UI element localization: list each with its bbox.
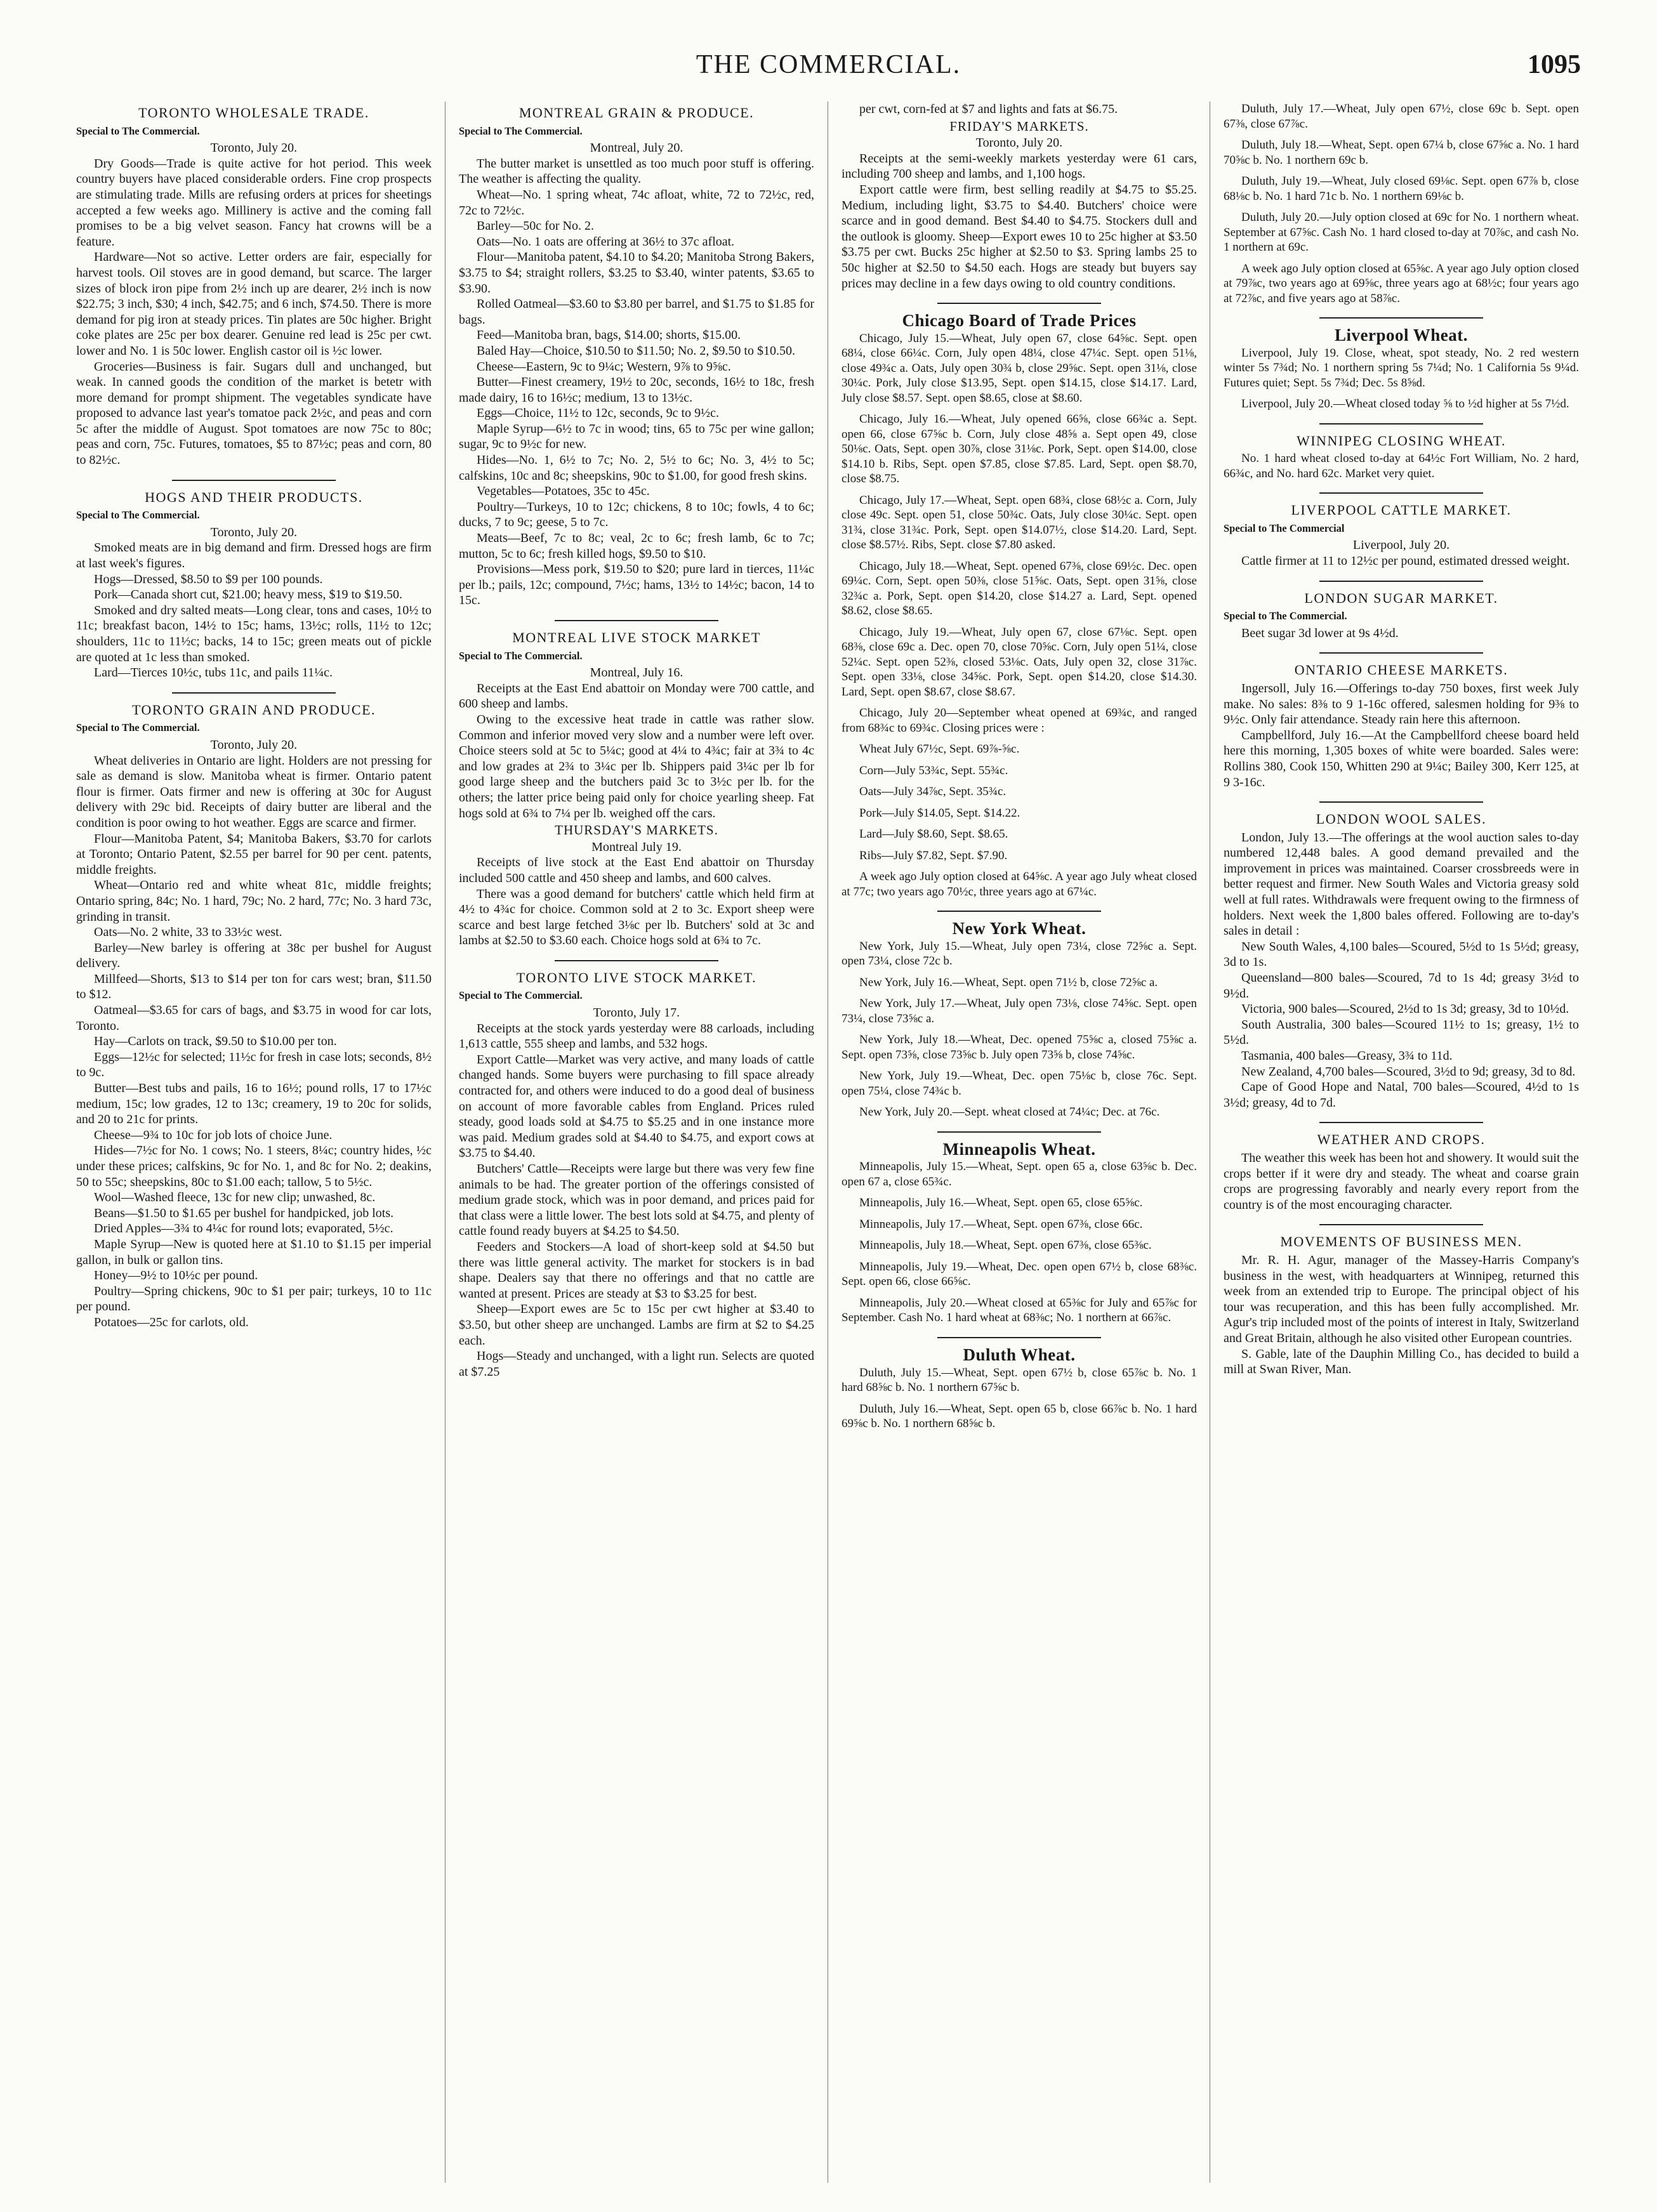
article-headline: MOVEMENTS OF BUSINESS MEN. [1280, 1234, 1522, 1250]
article-paragraph: Mr. R. H. Agur, manager of the Massey-Harris Company's business in the west, with headquarters at Winnipeg, returned this week from an extended trip to Europe. The principal object of his tour was recuperation, and this has been fully accomplished. Mr. Agur's trip included most of the points of interest in Italy, Switzerland and Great Britain, although he also visited other European countries. [1224, 1253, 1579, 1345]
article-paragraph: Poultry—Turkeys, 10 to 12c; chickens, 8 to 10c; fowls, 4 to 6c; ducks, 7 to 9c; geese, 5 to 7c. [459, 499, 814, 530]
article-paragraph: Maple Syrup—New is quoted here at $1.10 to $1.15 per imperial gallon, in bulk or gallon tins. [76, 1237, 432, 1267]
article-headline: Liverpool Wheat. [1335, 326, 1468, 345]
article-dateline: Toronto, July 20. [210, 141, 298, 155]
article-paragraph: Dry Goods—Trade is quite active for hot period. This week country buyers have placed considerable orders. Fine crop prospects are stimulating trade. Mills are refusing orders at prices for sheetings accepted a few weeks ago. Millinery is active and the coming fall promises to be a big velvet season. Fancy hat crowns will be a feature. [76, 156, 432, 249]
article-paragraph: Potatoes—25c for carlots, old. [94, 1315, 249, 1329]
article [76, 702, 432, 1331]
market-entry: Minneapolis, July 20.—Wheat closed at 65⅜c for July and 65⅞c for September. Cash No. 1 hard wheat at 68⅜c; No. 1 northern at 66⅞c. [842, 1296, 1197, 1325]
market-entry: Chicago, July 16.—Wheat, July opened 66⅝, close 66¾c a. Sept. open 66, close 67⅝c b. Corn, July close 48⅝ a. Sept open 49, close 50⅛c. Oats, Sept. open 30⅞, close 31⅛c. Pork, Sept. open $14.00, close $14.10 b. Ribs, Sept. open $7.85, close $7.85. Lard, Sept. open $8.70, close $8.75. [842, 412, 1197, 486]
article [842, 313, 1197, 899]
article-paragraph: Pork—Canada short cut, $21.00; heavy mess, $19 to $19.50. [94, 588, 403, 602]
column-4 [1224, 102, 1579, 2183]
article-headline: WINNIPEG CLOSING WHEAT. [1296, 432, 1507, 449]
market-entry: New York, July 15.—Wheat, July open 73¼, close 72⅝c a. Sept. open 73¼, close 72c b. [842, 939, 1197, 968]
market-entry: Corn—July 53¾c, Sept. 55¾c. [859, 763, 1008, 777]
article-headline: ONTARIO CHEESE MARKETS. [1294, 662, 1508, 678]
article-byline: Special to The Commercial. [459, 124, 583, 137]
article-paragraph: Poultry—Spring chickens, 90c to $1 per pair; turkeys, 10 to 11c per pound. [76, 1284, 432, 1314]
market-entry: Duluth, July 18.—Wheat, Sept. open 67¼ b, close 67⅝c a. No. 1 hard 70⅝c b. No. 1 northern 69c b. [1224, 138, 1579, 167]
article-paragraph: Maple Syrup—6½ to 7c in wood; tins, 65 to 75c per wine gallon; sugar, 9c to 9½c for new. [459, 421, 814, 452]
section-divider [937, 303, 1101, 304]
article-headline: TORONTO GRAIN AND PRODUCE. [131, 701, 376, 718]
article-headline: Chicago Board of Trade Prices [902, 311, 1137, 331]
article-headline: MONTREAL GRAIN & PRODUCE. [518, 105, 755, 121]
article-paragraph: Eggs—12½c for selected; 11½c for fresh in case lots; seconds, 8½ to 9c. [76, 1050, 432, 1080]
article-byline: Special to The Commercial. [459, 989, 583, 1002]
article [842, 1139, 1197, 1326]
article-paragraph: Owing to the excessive heat trade in cattle was rather slow. Common and inferior moved very slow and a number were left over. Choice steers sold at 5c to 5¼c; good at 4¼ to 4¾c; fair at 3¾ to 4c and low grades at 2¾ to 3¼c per lb. Shippers paid 3¼c per lb for good large sheep and the butchers paid 3c to 3½c per lb. for the others; the latter price being paid only for choice yearling sheep. Fat hogs sold at 6¾ to 7¼ per lb. weighed off the cars. [459, 712, 814, 820]
article-paragraph: Hides—7½c for No. 1 cows; No. 1 steers, 8¼c; country hides, ½c under these prices; calfskins, 9c for No. 1, and 8c for No. 2; deakins, 50 to 55c; sheepskins, 80c to $1.00 each; tallow, 5 to 5½c. [76, 1143, 432, 1189]
column-1 [76, 102, 432, 2183]
column-2 [459, 102, 814, 2183]
article-paragraph: Millfeed—Shorts, $13 to $14 per ton for cars west; bran, $11.50 to $12. [76, 971, 432, 1002]
article-byline: Special to The Commercial. [459, 649, 583, 662]
market-entry: A week ago July option closed at 64⅝c. A year ago July wheat closed at 77c; two years ago 70½c, three years ago at 67¼c. [842, 870, 1197, 899]
article-headline: LIVERPOOL CATTLE MARKET. [1291, 502, 1512, 518]
section-divider [1319, 581, 1483, 582]
section-divider [555, 620, 718, 621]
market-entry: Chicago, July 19.—Wheat, July open 67, close 67⅛c. Sept. open 68⅜, close 69c a. Dec. open 70, close 70⅝c. Corn, July open 51¼, close 52¼c. Sept. open 52⅜, closed 53⅛c. Oats, July open 32, close 31⅞c. Sept. open 33⅛, close 34⅝c. Pork, Sept. open $14.20, close $14.30. Lard, Sept. open $8.67, close $8.67. [842, 625, 1197, 699]
article [1224, 591, 1579, 642]
market-entry: Ribs—July $7.82, Sept. $7.90. [859, 848, 1008, 862]
section-divider [1319, 1224, 1483, 1225]
article-paragraph: Campbellford, July 16.—At the Campbellford cheese board held here this morning, 1,305 boxes of white were boarded. Sales were: Rollins 380, Cook 150, Whitten 290 at 9¼c; Bailey 300, Kerr 125, at 9 3-16c. [1224, 728, 1579, 789]
article [76, 105, 432, 468]
article [76, 490, 432, 681]
market-entry: Duluth, July 19.—Wheat, July closed 69⅛c. Sept. open 67⅞ b, close 68⅛c b. No. 1 hard 71c b. No. 1 northern 69⅛c b. [1224, 174, 1579, 203]
market-entry: New York, July 19.—Wheat, Dec. open 75⅛c b, close 76c. Sept. open 75¼, close 74¾c b. [842, 1069, 1197, 1098]
article-paragraph: Smoked and dry salted meats—Long clear, tons and cases, 10½ to 11c; breakfast bacon, 14½ to 15c; hams, 13½c; rolls, 11½ to 12c; shoulders, 11c to 11½c; backs, 14 to 15c; green meats out of pickle are quoted at 1c less than smoked. [76, 603, 432, 664]
section-divider [1319, 801, 1483, 803]
article-paragraph: Meats—Beef, 7c to 8c; veal, 2c to 6c; fresh lamb, 6c to 7c; mutton, 5c to 6c; fresh killed hogs, $9.50 to $10. [459, 531, 814, 561]
market-entry: Duluth, July 15.—Wheat, Sept. open 67½ b, close 65⅞c b. No. 1 hard 68⅝c b. No. 1 northern 67⅝c b. [842, 1366, 1197, 1394]
article-paragraph: Beet sugar 3d lower at 9s 4½d. [1241, 626, 1399, 640]
article-paragraph: The weather this week has been hot and showery. It would suit the crops better if it were dry and steady. The wheat and coarse grain crops are progressing favorably and nearly every report from the country is of the most encouraging character. [1224, 1150, 1579, 1212]
article-paragraph: Lard—Tierces 10½c, tubs 11c, and pails 11¼c. [94, 666, 333, 680]
article-headline: MONTREAL LIVE STOCK MARKET [512, 629, 761, 645]
article-paragraph: Sheep—Export ewes are 5c to 15c per cwt higher at $3.40 to $3.50, but other sheep are unchanged. Lambs are firm at $2 to $4.25 each. [459, 1302, 814, 1348]
article-paragraph: Barley—New barley is offering at 38c per bushel for August delivery. [76, 940, 432, 971]
article-paragraph: Wheat deliveries in Ontario are light. Holders are not pressing for sale as demand is slow. Manitoba wheat is firmer. Ontario patent flour is firmer. Oats firmer and new is offering at 30c for August delivery with 29c bid. Receipts of dairy butter are liberal and the condition is poor owing to hot weather. Eggs are scarce and firmer. [76, 753, 432, 830]
article-dateline: Toronto, July 20. [210, 737, 298, 752]
market-entry: Wheat July 67½c, Sept. 69⅞-⅝c. [859, 742, 1020, 756]
article-paragraph: Ingersoll, July 16.—Offerings to-day 750 boxes, first week July make. No sales: 8⅜ to 9 1-16c offered, salesmen holding for 9⅜ to 9½c. Only fair attendance. Steady rain here this afternoon. [1224, 681, 1579, 727]
article-paragraph: Barley—50c for No. 2. [477, 219, 594, 234]
article-paragraph: Victoria, 900 bales—Scoured, 2½d to 1s 3d; greasy, 3d to 10½d. [1241, 1002, 1569, 1017]
article-paragraph: Cheese—9¾ to 10c for job lots of choice June. [94, 1128, 333, 1142]
market-entry: Minneapolis, July 16.—Wheat, Sept. open 65, close 65⅝c. [859, 1196, 1143, 1210]
market-entry: Minneapolis, July 19.—Wheat, Dec. open open 67½ b, close 68⅜c. Sept. open 66, close 66⅝c. [842, 1260, 1197, 1289]
article-paragraph: Feeders and Stockers—A load of short-keep sold at $4.50 but there was little general activity. The market for stockers is in bad shape. Dealers say that there no offerings and that no cattle are wanted at present. Prices are steady at $3 to $3.25 for best. [459, 1239, 814, 1301]
article-dateline: Montreal, July 16. [590, 666, 683, 680]
market-entry: Oats—July 34⅞c, Sept. 35¾c. [859, 785, 1007, 799]
market-entry: Chicago, July 20—September wheat opened at 69¾c, and ranged from 68¾c to 69¾c. Closing prices were : [842, 706, 1197, 735]
article-paragraph: Hay—Carlots on track, $9.50 to $10.00 per ton. [94, 1034, 337, 1049]
article-paragraph: Butchers' Cattle—Receipts were large but there was very few fine animals to be had. The greater portion of the offerings consisted of medium grade stock, which was in poor demand, and prices paid for that class were a little lower. The best lots sold at $4.75, and plenty of cattle found ready buyers at $4.25 to $4.50. [459, 1162, 814, 1239]
article-subhead: THURSDAY'S MARKETS. [555, 822, 718, 838]
article-paragraph: Oatmeal—$3.65 for cars of bags, and $3.75 in wood for car lots, Toronto. [76, 1003, 432, 1033]
article-headline: LONDON SUGAR MARKET. [1304, 589, 1498, 606]
market-entry: Chicago, July 15.—Wheat, July open 67, close 64⅝c. Sept. open 68¼, close 66¼c. Corn, July open 48¼, close 47¼c. Sept. open 51⅛, close 49¾c a. Oats, July open 30¾ b, close 29⅝c. Sept. open 31⅛, close 30¼c. Pork, July close $13.95, Sept. open $14.15, close $14.17. Lard, July close $8.57. Sept. open $8.65, close at $8.60. [842, 331, 1197, 405]
section-divider [1319, 423, 1483, 425]
article-paragraph: Hardware—Not so active. Letter orders are fair, especially for harvest tools. Oil stoves are in good demand, but scarce. The larger sizes of block iron pipe from 2½ inch up are dearer, 2½ inch is now $22.75; 3 inch, $30; 4 inch, $42.75; and 6 inch, $74.50. There is more demand for pig iron at steady prices. Tin plates are 50c higher. Bright coke plates are 25c per box dearer. Genuine red lead is 25c per cwt. lower and No. 1 is 50c lower. English castor oil is ½c lower. [76, 250, 432, 358]
article [842, 921, 1197, 1120]
article-paragraph: Flour—Manitoba Patent, $4; Manitoba Bakers, $3.70 for carlots at Toronto; Ontario Patent, $2.55 per barrel for 90 per cent. patents, middle freights. [76, 831, 432, 877]
article-paragraph: The butter market is unsettled as too much poor stuff is offering. The weather is affecting the quality. [459, 156, 814, 187]
column-3 [842, 102, 1197, 2183]
article-paragraph: Wheat—No. 1 spring wheat, 74c afloat, white, 72 to 72½c, red, 72c to 72½c. [459, 187, 814, 218]
article-paragraph: Cape of Good Hope and Natal, 700 bales—Scoured, 4½d to 1s 3½d; greasy, 4d to 7d. [1224, 1080, 1579, 1110]
article-paragraph: Receipts at the East End abattoir on Monday were 700 cattle, and 600 sheep and lambs. [459, 681, 814, 711]
article-paragraph: Hides—No. 1, 6½ to 7c; No. 2, 5½ to 6c; No. 3, 4½ to 5c; calfskins, 10c and 8c; sheepskins, 90c to $1.00, for good fresh skins. [459, 453, 814, 483]
article-paragraph: Beans—$1.50 to $1.65 per bushel for handpicked, job lots. [94, 1206, 394, 1220]
article-headline: New York Wheat. [952, 919, 1086, 938]
section-divider [1319, 652, 1483, 654]
market-entry: A week ago July option closed at 65⅝c. A year ago July option closed at 79⅞c, two years ago at 69⅝c, three years ago at 68½c; four years ago at 72⅞c, and five years ago at 58⅞c. [1224, 261, 1579, 305]
market-entry: Duluth, July 17.—Wheat, July open 67½, close 69c b. Sept. open 67⅜, close 67⅞c. [1224, 102, 1579, 131]
article-paragraph: Receipts at the semi-weekly markets yesterday were 61 cars, including 700 sheep and lambs, and 1,100 hogs. [842, 151, 1197, 181]
market-entry: New York, July 20.—Sept. wheat closed at 74¼c; Dec. at 76c. [859, 1105, 1160, 1119]
section-divider [937, 911, 1101, 912]
columns [76, 102, 1587, 2183]
article-paragraph: There was a good demand for butchers' cattle which held firm at 4½ to 4¾c for choice. Common sold at 2 to 3c. Export sheep were scarce and best large fetched 3⅛c per lb. Butchers' sold at 3c and lambs at $2.50 to $3.60 each. Choice hogs sold at 6¾ to 7c. [459, 886, 814, 948]
market-entry: No. 1 hard wheat closed to-day at 64½c Fort William, No. 2 hard, 66¾c, and No. hard 62c. Market very quiet. [1224, 452, 1579, 480]
article-paragraph: Hogs—Steady and unchanged, with a light run. Selects are quoted at $7.25 [459, 1349, 814, 1379]
market-entry: New York, July 18.—Wheat, Dec. opened 75⅝c a, closed 75⅝c a. Sept. open 73⅝, close 73⅝c b. July open 73⅝ b, close 74⅝c. [842, 1033, 1197, 1062]
article-headline: TORONTO LIVE STOCK MARKET. [516, 969, 757, 985]
section-divider [172, 692, 336, 694]
article-paragraph: Feed—Manitoba bran, bags, $14.00; shorts, $15.00. [477, 328, 741, 343]
market-entry: Minneapolis, July 18.—Wheat, Sept. open 67⅜, close 65⅜c. [859, 1239, 1152, 1253]
article-paragraph: Rolled Oatmeal—$3.60 to $3.80 per barrel, and $1.75 to $1.85 for bags. [459, 297, 814, 327]
article [842, 102, 1197, 291]
market-entry: Chicago, July 17.—Wheat, Sept. open 68¾, close 68½c a. Corn, July close 49c. Sept. open 51, close 50¾c. Oats, July close 30¼c. Sept. open 31¾, close 31¾c. Pork, Sept. open $14.07½, close $14.20. Lard, Sept. close $8.57½. Ribs, Sept. close $7.80 asked. [842, 493, 1197, 552]
article-paragraph: Eggs—Choice, 11½ to 12c, seconds, 9c to 9½c. [477, 406, 719, 421]
article [1224, 1234, 1579, 1377]
article-paragraph: Flour—Manitoba patent, $4.10 to $4.20; Manitoba Strong Bakers, $3.75 to $4; straight rollers, $3.25 to $3.40, winter patents, $3.65 to $3.90. [459, 250, 814, 296]
article-dateline: Toronto, July 17. [593, 1006, 680, 1020]
article-byline: Special to The Commercial. [76, 124, 200, 137]
market-entry: Lard—July $8.60, Sept. $8.65. [859, 827, 1008, 841]
article-paragraph: Oats—No. 1 oats are offering at 36½ to 37c afloat. [477, 234, 735, 249]
article-subhead: FRIDAY'S MARKETS. [949, 118, 1089, 134]
article-byline: Special to The Commercial. [76, 721, 200, 734]
article-paragraph: Dried Apples—3¾ to 4¼c for round lots; evaporated, 5½c. [94, 1221, 393, 1236]
article [1224, 503, 1579, 569]
article-paragraph: London, July 13.—The offerings at the wool auction sales to-day numbered 12,448 bales. A good demand prevailed and the improvement in prices was maintained. Coarser crossbreeds were in better request and firmer. New South Wales and Victoria greasy sold well at full rates. Withdrawals were frequent owing to the firmness of holders. Next week the 1,800 bales offered. Following are to-day's sales in detail : [1224, 830, 1579, 938]
column-rule [445, 102, 446, 2183]
article-paragraph: Groceries—Business is fair. Sugars dull and unchanged, but weak. In canned goods the condition of the market is betetr with more demand for prompt shipment. The vegetables syndicate have proposed to advance last year's tomatoe pack 2½c, and peas and corn 5c after the middle of August. Spot tomatoes are now 75c to 80c; peas and corn, 75c. Futures, tomatoes, $5 to 87½c; peas and corn, 80 to 82½c. [76, 359, 432, 468]
article-paragraph: Cheese—Eastern, 9c to 9¼c; Western, 9⅞ to 9⅝c. [477, 359, 731, 374]
article [1224, 102, 1579, 306]
masthead [76, 49, 1581, 88]
article-paragraph: Provisions—Mess pork, $19.50 to $20; pure lard in tierces, 11¼c per lb.; pails, 12c; compound, 7½c; hams, 13½ to 14½c; bacon, 14 to 15c. [459, 562, 814, 608]
article [1224, 812, 1579, 1110]
section-divider [1319, 317, 1483, 319]
article-paragraph: Hogs—Dressed, $8.50 to $9 per 100 pounds. [94, 572, 323, 586]
article [1224, 327, 1579, 412]
article-dateline: Montreal, July 20. [590, 141, 683, 155]
article-paragraph: per cwt, corn-fed at $7 and lights and fats at $6.75. [859, 102, 1118, 116]
article-dateline: Toronto, July 20. [210, 525, 298, 539]
market-entry: Minneapolis, July 17.—Wheat, Sept. open 67⅜, close 66c. [859, 1217, 1143, 1231]
market-entry: New York, July 16.—Wheat, Sept. open 71½ b, close 72⅝c a. [859, 975, 1158, 989]
article [459, 630, 814, 949]
article-paragraph: Baled Hay—Choice, $10.50 to $11.50; No. 2, $9.50 to $10.50. [477, 343, 795, 358]
section-divider [937, 1131, 1101, 1133]
article-paragraph: Oats—No. 2 white, 33 to 33½c west. [94, 925, 282, 940]
publication-title: THE COMMERCIAL. [696, 50, 961, 79]
section-divider [937, 1337, 1101, 1338]
article-paragraph: Honey—9½ to 10½c per pound. [94, 1268, 258, 1283]
article-byline: Special to The Commercial [1224, 522, 1345, 534]
article-paragraph: Cattle firmer at 11 to 12½c per pound, estimated dressed weight. [1241, 553, 1570, 568]
article-paragraph: Butter—Finest creamery, 19½ to 20c, seconds, 16½ to 18c, fresh made dairy, 16 to 16½c; medium, 13 to 13½c. [459, 375, 814, 405]
article [459, 105, 814, 609]
section-divider [1319, 1122, 1483, 1123]
article-paragraph: S. Gable, late of the Dauphin Milling Co., has decided to build a mill at Swan River, Man. [1224, 1346, 1579, 1377]
market-entry: Liverpool, July 19. Close, wheat, spot steady, No. 2 red western winter 5s 7¾d; No. 1 northern spring 5s 7¼d; No. 1 California 5s 9¼d. Futures quiet; Sept. 5s 7¾d; Dec. 5s 8⅝d. [1224, 346, 1579, 390]
article-headline: HOGS AND THEIR PRODUCTS. [145, 489, 363, 505]
article [1224, 433, 1579, 482]
article-headline: TORONTO WHOLESALE TRADE. [138, 105, 369, 121]
article-headline: WEATHER AND CROPS. [1317, 1131, 1486, 1148]
article-paragraph: Wheat—Ontario red and white wheat 81c, middle freights; Ontario spring, 84c; No. 1 hard, 79c; No. 2 hard, 77c; No. 3 hard 73c, grinding in transit. [76, 878, 432, 924]
article [842, 1347, 1197, 1432]
article-paragraph: Receipts at the stock yards yesterday were 88 carloads, including 1,613 cattle, 555 sheep and lambs, and 532 hogs. [459, 1021, 814, 1051]
article-dateline: Montreal July 19. [591, 839, 682, 854]
section-divider [1319, 492, 1483, 494]
article-paragraph: Butter—Best tubs and pails, 16 to 16½; pound rolls, 17 to 17½c medium, 15c; low grades, 12 to 13c; creamery, 19 to 20c for solids, and 20 to 21c for prints. [76, 1081, 432, 1127]
page-number: 1095 [1528, 50, 1581, 79]
article-dateline: Toronto, July 20. [975, 136, 1063, 150]
market-entry: Liverpool, July 20.—Wheat closed today ⅝ to ½d higher at 5s 7½d. [1241, 397, 1569, 411]
article-headline: Duluth Wheat. [963, 1345, 1076, 1364]
market-entry: Duluth, July 20.—July option closed at 69c for No. 1 northern wheat. September at 67⅝c. Cash No. 1 hard closed to-day at 70⅞c, and cash No. 1 northern at 69c. [1224, 211, 1579, 254]
market-entry: Chicago, July 18.—Wheat, Sept. opened 67⅜, close 69½c. Dec. open 69¼c. Corn, Sept. open 50⅜, close 51⅝c. Oats, Sept. open 31⅝, close 32¾c a. Pork, Sept. open $14.20, close $14.27 a. Lard, Sept. opened $8.62, close $8.65. [842, 559, 1197, 618]
section-divider [172, 480, 336, 481]
market-entry: Minneapolis, July 15.—Wheat, Sept. open 65 a, close 63⅝c b. Dec. open 67 a, close 65¾c. [842, 1160, 1197, 1188]
article-byline: Special to The Commercial. [76, 509, 200, 522]
article [459, 970, 814, 1379]
article-paragraph: Vegetables—Potatoes, 35c to 45c. [477, 484, 650, 499]
article-paragraph: Export cattle were firm, best selling readily at $4.75 to $5.25. Medium, including light, $3.75 to $4.40. Butchers' choice were scarce and in good demand. Best $4.40 to $4.75. Stockers dull and the outlook is gloomy. Sheep—Export ewes 10 to 25c higher at $3.50 $3.75 per cwt. Bucks 25c higher at $2.50 to $3. Spring lambs 25 to 50c higher at $2.50 to $4.50 each. Hogs are steady but buyers say prices may decline in a few days owing to old country conditions. [842, 182, 1197, 291]
article-headline: Minneapolis Wheat. [942, 1139, 1096, 1159]
article-paragraph: Export Cattle—Market was very active, and many loads of cattle changed hands. Some buyers were purchasing to fill space already contracted for, and others were induced to do a good deal of business on account of more favorable cables from England. Prices ruled steady, good loads sold at $4.75 to $5.25 and in one instance more was paid. Medium grades sold at $4.40 to $4.75, and export cows at $3.75 to $4.40. [459, 1052, 814, 1161]
market-entry: Duluth, July 16.—Wheat, Sept. open 65 b, close 66⅞c b. No. 1 hard 69⅝c b. No. 1 northern 68⅝c b. [842, 1402, 1197, 1430]
article-paragraph: New Zealand, 4,700 bales—Scoured, 3½d to 9d; greasy, 3d to 8d. [1241, 1064, 1576, 1079]
article-paragraph: New South Wales, 4,100 bales—Scoured, 5½d to 1s 5½d; greasy, 3d to 1s. [1224, 939, 1579, 970]
article-dateline: Liverpool, July 20. [1352, 538, 1450, 553]
article-paragraph: Smoked meats are in big demand and firm. Dressed hogs are firm at last week's figures. [76, 541, 432, 571]
article-paragraph: Tasmania, 400 bales—Greasy, 3¾ to 11d. [1241, 1049, 1453, 1063]
article-paragraph: Queensland—800 bales—Scoured, 7d to 1s 4d; greasy 3½d to 9½d. [1224, 971, 1579, 1001]
article [1224, 1132, 1579, 1213]
market-entry: New York, July 17.—Wheat, July open 73⅛, close 74⅝c. Sept. open 73¼, close 73⅝c a. [842, 997, 1197, 1025]
article-paragraph: Wool—Washed fleece, 13c for new clip; unwashed, 8c. [94, 1190, 376, 1205]
article [1224, 662, 1579, 790]
section-divider [555, 960, 718, 961]
article-headline: LONDON WOOL SALES. [1316, 811, 1487, 827]
article-paragraph: Receipts of live stock at the East End abattoir on Thursday included 500 cattle and 450 sheep and lambs, and 600 calves. [459, 855, 814, 885]
article-paragraph: South Australia, 300 bales—Scoured 11½ to 1s; greasy, 1½ to 5½d. [1224, 1017, 1579, 1048]
article-byline: Special to The Commercial. [1224, 610, 1347, 622]
market-entry: Pork—July $14.05, Sept. $14.22. [859, 806, 1020, 820]
